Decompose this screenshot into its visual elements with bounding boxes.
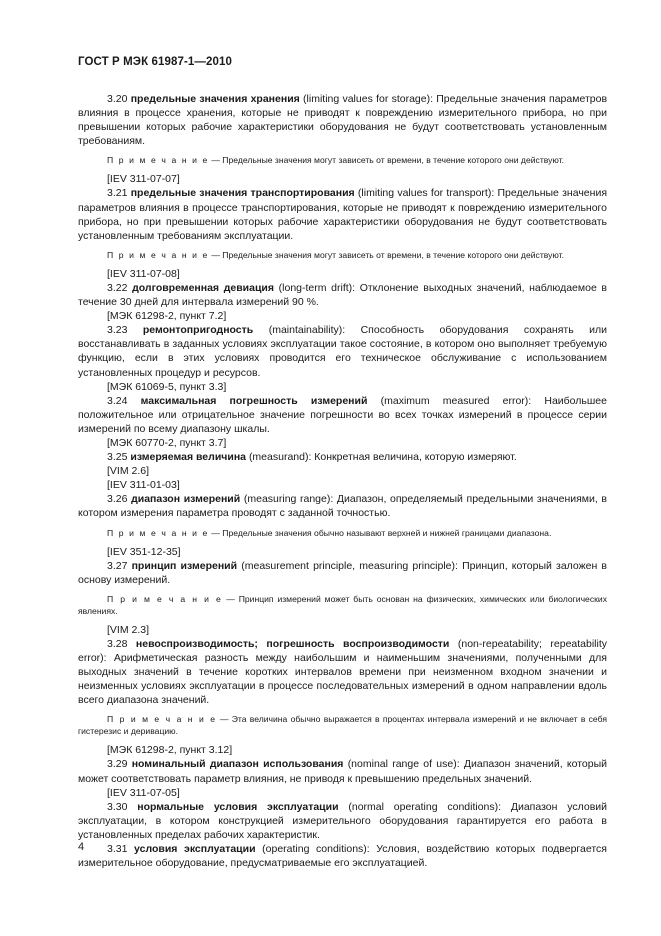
source-reference: [IEV 311-01-03]	[107, 479, 180, 492]
entry-note	[78, 249, 607, 261]
entry-note	[78, 713, 607, 737]
entry-definition: (non-repeatability; repeatability error): Арифметическая разность между наибольшим и наименьшим значениями, полученными для выходных значений в течение коротких интервалов времени при неизменном входном значении и неизменных условиях эксплуатации в процессе последовательных измерений в одном направлении вдоль всего диапазона значений.	[78, 637, 608, 707]
term-entry-3.25	[78, 450, 607, 464]
term-entry-3.31	[78, 842, 607, 870]
entry-definition: (measurand): Конкретная величина, которую измеряют.	[248, 451, 517, 464]
entry-note	[78, 593, 607, 617]
entry-definition: (operating conditions): Условия, воздействию которых подвергается измерительное оборудование, предусматриваемые его эксплуатацией.	[78, 843, 607, 870]
note-text: — Предельные значения могут зависеть от времени, в течение которого они действуют.	[211, 249, 565, 260]
entry-term: предельные значения хранения	[130, 93, 300, 105]
source-reference: [IEV 311-07-07]	[107, 173, 180, 186]
entry-number: 3.23	[107, 324, 128, 337]
entry-term: ремонтопригодность	[142, 324, 254, 337]
entry-definition: (long-term drift): Отклонение выходных значений, наблюдаемое в течение 30 дней для интервала измерений 90 %.	[78, 281, 608, 309]
note-label: П р и м е ч а н и е	[107, 714, 217, 725]
entry-number: 3.30	[107, 800, 128, 813]
entry-term: номинальный диапазон использования	[131, 758, 344, 771]
term-entry-3.28	[78, 637, 607, 707]
note-label: П р и м е ч а н и е	[107, 527, 209, 538]
entry-number: 3.21	[107, 187, 128, 200]
term-entry-3.30	[78, 800, 607, 842]
term-entry-3.23	[78, 323, 607, 379]
term-entry-3.27	[78, 559, 607, 587]
entry-number: 3.28	[107, 637, 128, 650]
source-reference: [МЭК 61069-5, пункт 3.3]	[107, 380, 227, 393]
entry-definition: (measuring range): Диапазон, определяемый предельными значениями, в котором измерения параметра проводят с заданной точностью.	[78, 493, 608, 520]
entry-term: принцип измерений	[131, 559, 238, 572]
source-reference: [IEV 311-07-05]	[107, 786, 180, 799]
entry-number: 3.22	[107, 281, 128, 294]
note-text: — Эта величина обычно выражается в процентах интервала измерений и не включает в себя гистерезис и деривацию.	[78, 714, 607, 737]
entry-number: 3.24	[107, 394, 128, 407]
entry-term: невоспроизводимость; погрешность воспроизводимости	[135, 637, 450, 650]
entry-definition: (maintainability): Способность оборудования сохранять или восстанавливать в заданных условиях эксплуатации такое состояние, в котором оно выполняет требуемую функцию, если в этих условиях проводится его техническое обслуживание с использованием установленных процедур и ресурсов.	[78, 324, 607, 379]
term-entry-3.21	[78, 186, 607, 242]
entry-term: максимальная погрешность измерений	[140, 394, 368, 407]
entry-definition: (maximum measured error): Наибольшее положительное или отрицательное значение погрешности во всех точках измерений в процессе серии измерений по всему диапазону шкалы.	[78, 394, 607, 435]
term-entry-3.29	[78, 757, 607, 785]
note-text: — Предельные значения могут зависеть от времени, в течение которого они действуют.	[211, 155, 565, 166]
term-entry-3.24	[78, 394, 607, 436]
source-reference: [VIM 2.3]	[107, 623, 150, 636]
note-text: — Предельные значения обычно называют верхней и нижней границами диапазона.	[211, 527, 552, 538]
source-reference: [IEV 351-12-35]	[107, 545, 181, 558]
entry-term: диапазон измерений	[131, 493, 241, 506]
entry-term: предельные значения транспортирования	[130, 187, 355, 200]
entry-number: 3.20	[107, 93, 128, 105]
entry-number: 3.31	[107, 843, 128, 856]
entry-note	[78, 154, 607, 166]
entry-number: 3.29	[107, 758, 128, 771]
entry-term: условия эксплуатации	[134, 843, 256, 856]
note-text: — Принцип измерений может быть основан на физических, химических или биологических явлениях.	[78, 593, 607, 616]
entry-number: 3.27	[107, 559, 128, 572]
term-entry-3.20	[78, 92, 607, 148]
entry-definition: (limiting values for storage): Предельные значения параметров влияния в процессе хранения, которые не приводят к повреждению измерительного прибора, но при превышении которых рабочие характеристики оборудования не будут соответствовать установленным требованиям.	[78, 93, 608, 148]
entry-definition: (measurement principle, measuring principle): Принцип, который заложен в основу измерений.	[78, 559, 608, 586]
source-reference: [IEV 311-07-08]	[107, 267, 180, 280]
entry-definition: (nominal range of use): Диапазон значений, который может соответствовать параметр влияния, не приводя к превышению предельных значений.	[78, 758, 608, 785]
source-reference: [VIM 2.6]	[107, 465, 150, 478]
entry-definition: (normal operating conditions): Диапазон условий эксплуатации, в котором конструкцией измерительного оборудования гарантируется его работа в установленных пределах рабочих характеристик.	[78, 800, 608, 841]
term-entry-3.22	[78, 281, 607, 309]
entry-term: долговременная девиация	[132, 281, 274, 294]
entry-note	[78, 527, 607, 539]
source-reference: [МЭК 61298-2, пункт 3.12]	[107, 744, 233, 757]
note-label: П р и м е ч а н и е	[107, 155, 209, 166]
term-entry-3.26	[78, 492, 607, 520]
note-label: П р и м е ч а н и е	[107, 249, 209, 260]
page-number: 4	[78, 841, 85, 853]
entry-number: 3.26	[107, 493, 128, 506]
source-reference: [МЭК 60770-2, пункт 3.7]	[107, 436, 227, 449]
entry-term: измеряемая величина	[130, 451, 247, 464]
entry-number: 3.25	[107, 451, 128, 464]
entry-definition: (limiting values for transport): Предельные значения параметров влияния в процессе транспортирования, которые не приводят к повреждению измерительного прибора, но при превышении которых рабочие характеристики оборудования не будут соответствовать установленным требованиям эксплуатации.	[78, 187, 608, 242]
source-reference: [МЭК 61298-2, пункт 7.2]	[107, 310, 227, 323]
entry-term: нормальные условия эксплуатации	[137, 800, 339, 813]
document-body	[78, 92, 607, 870]
document-header: ГОСТ Р МЭК 61987-1—2010	[78, 56, 232, 68]
note-label: П р и м е ч а н и е	[107, 593, 223, 604]
